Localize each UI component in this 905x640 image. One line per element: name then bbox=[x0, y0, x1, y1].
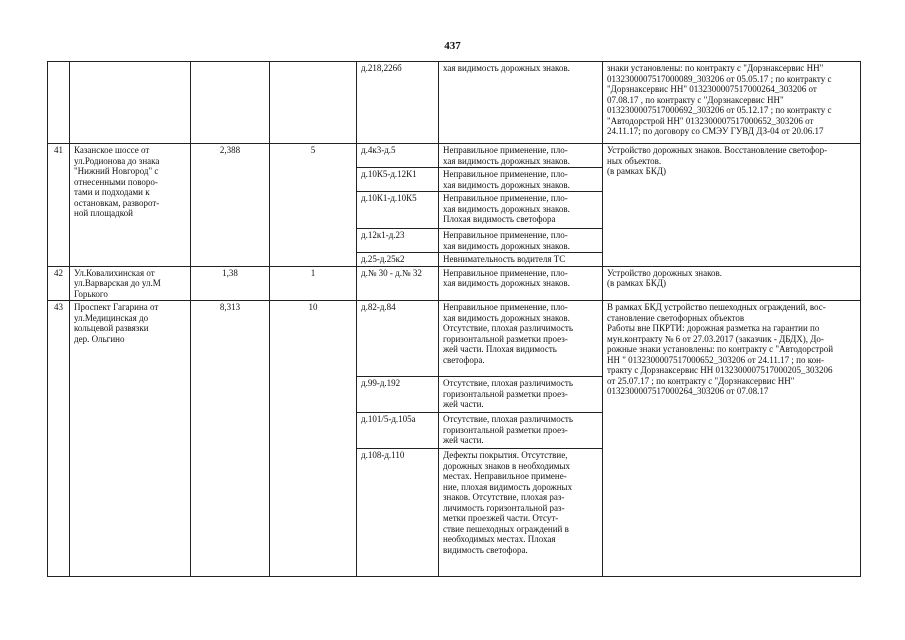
segment-problem bbox=[439, 301, 603, 377]
row-number: 41 bbox=[48, 144, 70, 267]
segment-range: д.108-д.110 bbox=[357, 449, 439, 577]
problem-line: Неправильное применение, пло- bbox=[443, 302, 568, 312]
measures-line: 24.11.17; по договору со СМЭУ ГУВД ДЗ-04 от 20.06.17 bbox=[607, 126, 824, 136]
segment-range: д.№ 30 - д.№ 32 bbox=[357, 266, 439, 301]
measures-line: становление светофорных объектов bbox=[607, 312, 745, 323]
problem-line: Неправильное применение, пло- bbox=[443, 169, 568, 179]
measures-line: 0132300007517000089_303206 от 05.05.17 ; по контракту с bbox=[607, 73, 832, 84]
problem-line: местах. Неправильное примене- bbox=[443, 471, 567, 481]
road-name-line: ной площадкой bbox=[74, 208, 133, 218]
segment-problem bbox=[439, 449, 603, 577]
measures-line: НН " 0132300007517000652_303206 от 24.11.17 ; по кон- bbox=[607, 354, 824, 365]
segment-problem bbox=[439, 168, 603, 192]
measures-line: тракту с Дорзнаксервис НН 0132300007517000205_303206 bbox=[607, 365, 833, 375]
measures-line: (в рамках БКД) bbox=[607, 166, 666, 176]
accident-count: 1 bbox=[270, 266, 357, 301]
problem-line: метки проезжей части. Отсут- bbox=[443, 513, 559, 523]
road-name-line: Ул.Ковалихинская от bbox=[74, 267, 155, 278]
segment-range: д.10К1-д.10К5 bbox=[357, 192, 439, 229]
problem-line: Неправильное применение, пло- bbox=[443, 193, 568, 203]
road-name bbox=[70, 144, 191, 267]
road-length: 2,388 bbox=[191, 144, 270, 267]
segment-problem bbox=[439, 377, 603, 413]
road-length: 8,313 bbox=[191, 301, 270, 577]
road-name-line: Горького bbox=[74, 288, 108, 299]
problem-line: горизонтальной разметки проез- bbox=[443, 424, 568, 435]
measures-line: "Автодорстрой НН" 0132300007517000652_303206 от bbox=[607, 115, 814, 126]
segment-problem bbox=[439, 229, 603, 253]
row-number: 43 bbox=[48, 301, 70, 577]
road-name bbox=[70, 301, 191, 577]
problem-line: хая видимость дорожных знаков. bbox=[443, 203, 570, 214]
segment-range: д.25-д.25к2 bbox=[357, 253, 439, 267]
problem-line: дорожных знаков в необходимых bbox=[443, 460, 571, 471]
measures-line: 07.08.17 , по контракту с "Дорзнаксервис НН" bbox=[607, 94, 784, 105]
problem-line: Невнимательность водителя ТС bbox=[443, 254, 566, 264]
measures-line: Устройство дорожных знаков. bbox=[607, 267, 722, 278]
problem-line: Отсутствие, плохая различимость bbox=[443, 414, 573, 424]
measures-line: знаки установлены: по контракту с "Дорзнаксервис НН" bbox=[607, 63, 824, 73]
road-name-line: остановкам, разворот- bbox=[74, 197, 160, 208]
measures-line: (в рамках БКД) bbox=[607, 278, 666, 288]
road-name-line: ул.Родионова до знака bbox=[74, 155, 160, 166]
problem-line: жей части. Плохая видимость bbox=[443, 344, 557, 354]
problem-line: ствие пешеходных ограждений в bbox=[443, 523, 569, 534]
problem-line: хая видимость дорожных знаков. bbox=[443, 179, 570, 190]
measures-line: мун.контракту № 6 от 27.03.2017 (заказчик - ДБДХ), До- bbox=[607, 333, 824, 344]
accident-count bbox=[270, 62, 357, 144]
measures bbox=[603, 266, 861, 301]
problem-line: Отсутствие, плохая различимость bbox=[443, 378, 573, 388]
road-name-line: отнесенными поворо- bbox=[74, 176, 158, 187]
row-number bbox=[48, 62, 70, 144]
segment-range: д.99-д.192 bbox=[357, 377, 439, 413]
measures bbox=[603, 62, 861, 144]
segment-problem bbox=[439, 144, 603, 168]
road-name bbox=[70, 266, 191, 301]
measures-line: ных объектов. bbox=[607, 155, 662, 166]
measures bbox=[603, 301, 861, 577]
segment-range: д.218,226б bbox=[357, 62, 439, 144]
page-number: 437 bbox=[444, 40, 461, 52]
problem-line: светофора. bbox=[443, 354, 485, 365]
table-row bbox=[48, 266, 861, 301]
measures-line: В рамках БКД устройство пешеходных ограждений, вос- bbox=[607, 302, 826, 312]
measures-line: 0132300007517000692_303206 от 05.12.17 ; по контракту с bbox=[607, 105, 832, 115]
measures-line: от 25.07.17 ; по контракту с "Дорзнаксервис НН" bbox=[607, 375, 795, 386]
problem-line: хая видимость дорожных знаков. bbox=[443, 312, 570, 323]
problem-line: Дефекты покрытия. Отсутствие, bbox=[443, 450, 568, 460]
accident-count: 5 bbox=[270, 144, 357, 267]
road-name-line: тами и подходами к bbox=[74, 187, 150, 197]
road-length bbox=[191, 62, 270, 144]
table-row bbox=[48, 62, 861, 144]
road-name bbox=[70, 62, 191, 144]
problem-line: хая видимость дорожных знаков. bbox=[443, 63, 570, 73]
problem-line: жей части. bbox=[443, 399, 484, 409]
road-name-line: "Нижний Новгород" с bbox=[74, 166, 159, 176]
road-name-line: кольцевой развязки bbox=[74, 323, 149, 333]
measures-line: рожные знаки установлены: по контракту с "Автодорстрой bbox=[607, 344, 834, 354]
table-row bbox=[48, 144, 861, 168]
road-defects-table bbox=[47, 61, 861, 577]
segment-problem bbox=[439, 62, 603, 144]
problem-line: хая видимость дорожных знаков. bbox=[443, 278, 570, 288]
problem-line: знаков. Отсутствие, плохая раз- bbox=[443, 492, 565, 502]
problem-line: Неправильное применение, пло- bbox=[443, 267, 568, 278]
problem-line: горизонтальной разметки проез- bbox=[443, 388, 568, 399]
problem-line: жей части. bbox=[443, 435, 484, 445]
table-row bbox=[48, 301, 861, 377]
problem-line: Отсутствие, плохая различимость bbox=[443, 323, 573, 333]
segment-problem bbox=[439, 192, 603, 229]
segment-problem bbox=[439, 413, 603, 449]
problem-line: Неправильное применение, пло- bbox=[443, 145, 568, 155]
road-length: 1,38 bbox=[191, 266, 270, 301]
problem-line: личимость горизонтальной раз- bbox=[443, 502, 565, 513]
road-name-line: Казанское шоссе от bbox=[74, 145, 150, 155]
problem-line: хая видимость дорожных знаков. bbox=[443, 155, 570, 166]
segment-range: д.4к3-д.5 bbox=[357, 144, 439, 168]
road-name-line: ул.Медицинская до bbox=[74, 312, 149, 323]
problem-line: видимость светофора. bbox=[443, 544, 528, 555]
segment-range: д.101/5-д.105а bbox=[357, 413, 439, 449]
problem-line: Неправильное применение, пло- bbox=[443, 230, 568, 240]
road-name-line: дер. Ольгино bbox=[74, 333, 125, 344]
segment-problem bbox=[439, 266, 603, 301]
segment-range: д.82-д.84 bbox=[357, 301, 439, 377]
problem-line: горизонтальной разметки проез- bbox=[443, 333, 568, 344]
problem-line: ние, плохая видимость дорожных bbox=[443, 481, 573, 492]
measures-line: "Дорзнаксервис НН" 0132300007517000264_303206 от bbox=[607, 84, 817, 94]
measures-line: 0132300007517000264_303206 от 07.08.17 bbox=[607, 386, 769, 396]
road-name-line: Проспект Гагарина от bbox=[74, 302, 159, 312]
segment-range: д.12к1-д.23 bbox=[357, 229, 439, 253]
measures-line: Работы вне ПКРТИ: дорожная разметка на гарантии по bbox=[607, 323, 820, 333]
problem-line: хая видимость дорожных знаков. bbox=[443, 240, 570, 251]
accident-count: 10 bbox=[270, 301, 357, 577]
measures bbox=[603, 144, 861, 267]
problem-line: необходимых местах. Плохая bbox=[443, 534, 556, 544]
row-number: 42 bbox=[48, 266, 70, 301]
segment-problem bbox=[439, 253, 603, 267]
problem-line: Плохая видимость светофора bbox=[443, 214, 556, 224]
road-name-line: ул.Варварская до ул.М bbox=[74, 278, 161, 288]
measures-line: Устройство дорожных знаков. Восстановление светофор- bbox=[607, 145, 828, 155]
segment-range: д.10К5-д.12К1 bbox=[357, 168, 439, 192]
